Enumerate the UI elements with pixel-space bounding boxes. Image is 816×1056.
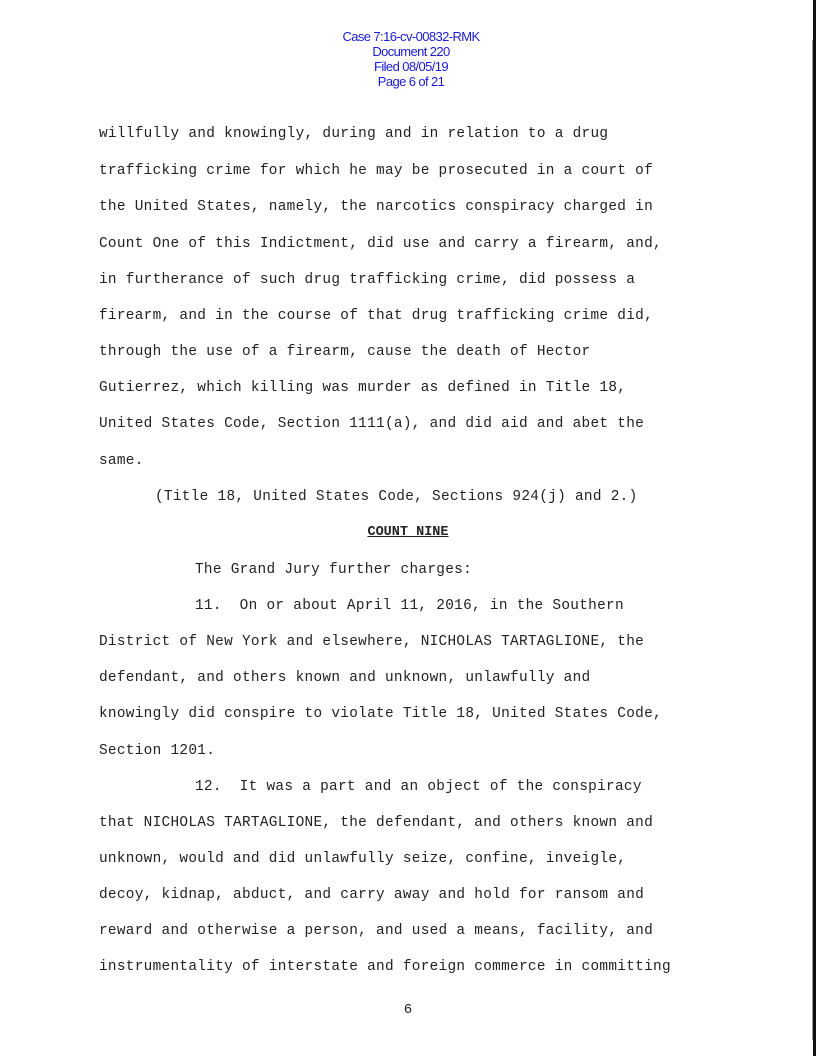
paragraph-11-line: defendant, and others known and unknown, unlawfully and xyxy=(99,670,591,686)
document-number: Document 220 xyxy=(372,44,450,59)
paragraph-12-line: reward and otherwise a person, and used a means, facility, and xyxy=(99,923,654,939)
body-line: Gutierrez, which killing was murder as defined in Title 18, xyxy=(99,380,627,396)
paragraph-11-line: District of New York and elsewhere, NICHOLAS TARTAGLIONE, the xyxy=(99,634,645,650)
body-line: Count One of this Indictment, did use and carry a firearm, and, xyxy=(99,236,662,252)
filed-date: Filed 08/05/19 xyxy=(374,59,449,74)
paragraph-12-line: that NICHOLAS TARTAGLIONE, the defendant, and others known and xyxy=(99,815,654,831)
paragraph-11-line: Section 1201. xyxy=(99,743,216,759)
body-line: the United States, namely, the narcotics conspiracy charged in xyxy=(99,199,654,215)
body-line: same. xyxy=(99,453,144,469)
body-line: trafficking crime for which he may be prosecuted in a court of xyxy=(99,163,654,179)
paragraph-11-line: knowingly did conspire to violate Title 18, United States Code, xyxy=(99,706,662,722)
paragraph-12-line: decoy, kidnap, abduct, and carry away and hold for ransom and xyxy=(99,887,645,903)
body-line: willfully and knowingly, during and in relation to a drug xyxy=(99,126,609,142)
paragraph-12-line: 12. It was a part and an object of the conspiracy xyxy=(195,779,642,795)
page-count: Page 6 of 21 xyxy=(377,74,445,89)
body-line: in furtherance of such drug trafficking crime, did possess a xyxy=(99,272,636,288)
grand-jury-intro: The Grand Jury further charges: xyxy=(195,562,473,578)
body-line: firearm, and in the course of that drug trafficking crime did, xyxy=(99,308,654,324)
body-line: through the use of a firearm, cause the death of Hector xyxy=(99,344,591,360)
count-heading: COUNT NINE xyxy=(367,525,449,540)
case-number: Case 7:16-cv-00832-RMK xyxy=(342,29,480,44)
paragraph-11-line: 11. On or about April 11, 2016, in the Southern xyxy=(195,598,624,614)
page-number: 6 xyxy=(403,1002,413,1018)
case-header xyxy=(0,14,816,89)
paragraph-12-line: instrumentality of interstate and foreign commerce in committing xyxy=(99,959,671,975)
statute-citation: (Title 18, United States Code, Sections 924(j) and 2.) xyxy=(155,489,638,505)
body-line: United States Code, Section 1111(a), and did aid and abet the xyxy=(99,416,645,432)
page-edge-shadow xyxy=(812,40,813,1040)
paragraph-12-line: unknown, would and did unlawfully seize, confine, inveigle, xyxy=(99,851,627,867)
